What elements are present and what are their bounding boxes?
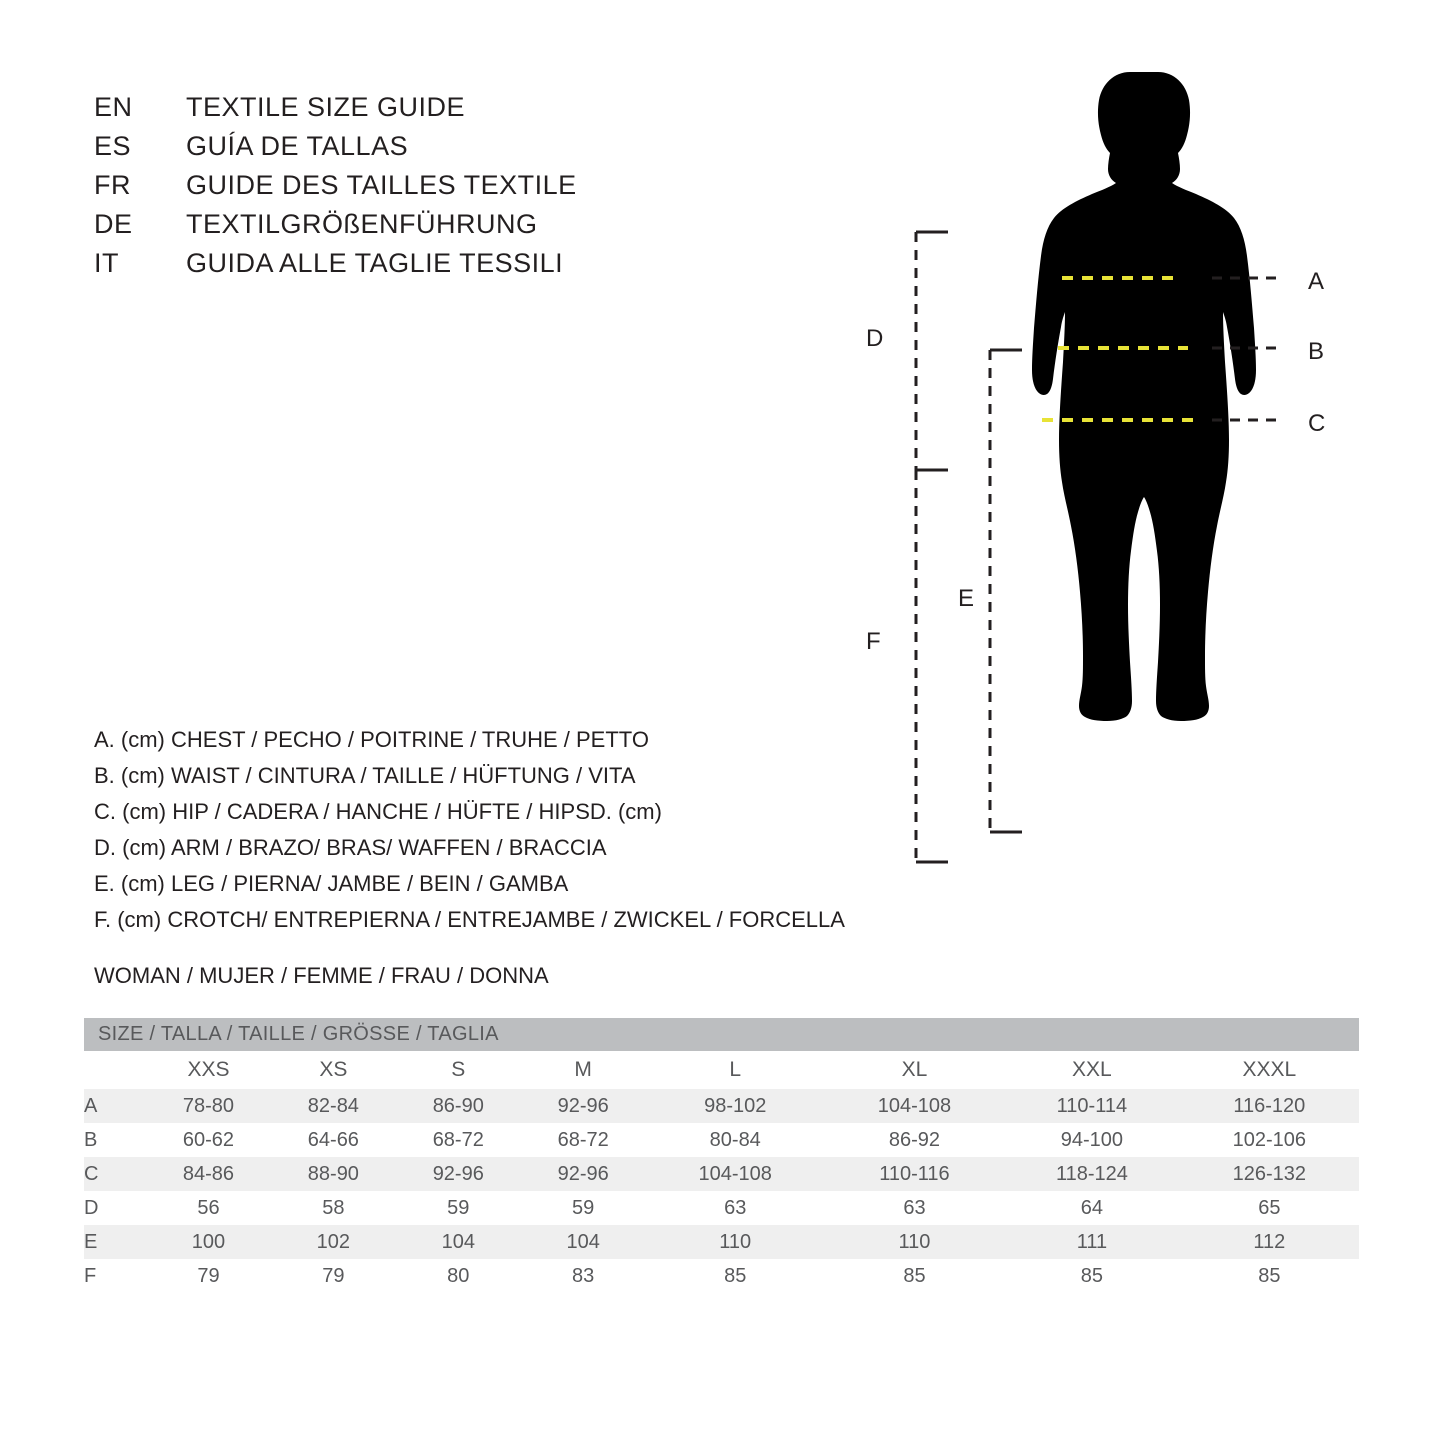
size-table (84, 1018, 1359, 1293)
cell-c-xxl: 118-124 (1004, 1157, 1180, 1191)
cell-b-l: 80-84 (646, 1123, 825, 1157)
cell-e-l: 110 (646, 1225, 825, 1259)
legend-block (94, 722, 894, 938)
cell-b-xxxl: 102-106 (1180, 1123, 1359, 1157)
legend-item-e: E. (cm) LEG / PIERNA/ JAMBE / BEIN / GAMBA (94, 871, 569, 896)
legend-item-d: D. (cm) ARM / BRAZO/ BRAS/ WAFFEN / BRACCIA (94, 835, 607, 860)
cell-a-xs: 82-84 (271, 1089, 396, 1123)
corner-cell (84, 1051, 146, 1089)
column-header-xs: XS (271, 1051, 396, 1089)
size-band-label: SIZE / TALLA / TAILLE / GRÖSSE / TAGLIA (84, 1018, 1359, 1051)
gender-group-label: WOMAN / MUJER / FEMME / FRAU / DONNA (94, 963, 549, 988)
row-label-e: E (84, 1225, 146, 1259)
column-header-m: M (521, 1051, 646, 1089)
cell-c-xxs: 84-86 (146, 1157, 271, 1191)
cell-a-xxl: 110-114 (1004, 1089, 1180, 1123)
cell-c-xs: 88-90 (271, 1157, 396, 1191)
cell-d-xxl: 64 (1004, 1191, 1180, 1225)
table-row (84, 1123, 1359, 1157)
label-f: F (866, 628, 881, 655)
title-text-fr: GUIDE DES TAILLES TEXTILE (186, 170, 577, 200)
legend-item-f: F. (cm) CROTCH/ ENTREPIERNA / ENTREJAMBE / ZWICKEL / FORCELLA (94, 907, 845, 932)
label-c: C (1308, 410, 1326, 437)
table-row (84, 1225, 1359, 1259)
title-lang-en: EN (94, 92, 133, 122)
cell-b-xl: 86-92 (825, 1123, 1004, 1157)
cell-f-xxs: 79 (146, 1259, 271, 1293)
table-row (84, 1157, 1359, 1191)
cell-a-m: 92-96 (521, 1089, 646, 1123)
row-label-f: F (84, 1259, 146, 1293)
cell-f-xs: 79 (271, 1259, 396, 1293)
title-row-fr (94, 170, 734, 209)
column-header-s: S (396, 1051, 521, 1089)
label-b: B (1308, 338, 1325, 365)
legend-item-b: B. (cm) WAIST / CINTURA / TAILLE / HÜFTUNG / VITA (94, 763, 636, 788)
column-header-xxxl: XXXL (1180, 1051, 1359, 1089)
bracket-e (990, 350, 1022, 832)
title-text-it: GUIDA ALLE TAGLIE TESSILI (186, 248, 564, 278)
row-label-c: C (84, 1157, 146, 1191)
body-measurement-diagram (830, 50, 1390, 930)
column-header-xxl: XXL (1004, 1051, 1180, 1089)
cell-e-xl: 110 (825, 1225, 1004, 1259)
title-row-en (94, 92, 734, 131)
cell-d-s: 59 (396, 1191, 521, 1225)
cell-d-m: 59 (521, 1191, 646, 1225)
label-e: E (958, 585, 975, 612)
cell-a-xl: 104-108 (825, 1089, 1004, 1123)
row-label-b: B (84, 1123, 146, 1157)
cell-e-m: 104 (521, 1225, 646, 1259)
cell-b-xxl: 94-100 (1004, 1123, 1180, 1157)
column-header-xl: XL (825, 1051, 1004, 1089)
cell-f-l: 85 (646, 1259, 825, 1293)
column-header-xxs: XXS (146, 1051, 271, 1089)
cell-f-xl: 85 (825, 1259, 1004, 1293)
title-text-en: TEXTILE SIZE GUIDE (186, 92, 466, 122)
title-text-de: TEXTILGRÖßENFÜHRUNG (186, 209, 538, 239)
column-header-l: L (646, 1051, 825, 1089)
cell-f-s: 80 (396, 1259, 521, 1293)
cell-d-xxs: 56 (146, 1191, 271, 1225)
label-d: D (866, 325, 884, 352)
title-text-es: GUÍA DE TALLAS (186, 131, 409, 161)
title-row-it (94, 248, 734, 287)
cell-a-xxs: 78-80 (146, 1089, 271, 1123)
woman-silhouette (1032, 72, 1256, 721)
cell-e-s: 104 (396, 1225, 521, 1259)
cell-f-xxl: 85 (1004, 1259, 1180, 1293)
cell-b-xxs: 60-62 (146, 1123, 271, 1157)
row-label-a: A (84, 1089, 146, 1123)
title-lang-es: ES (94, 131, 132, 161)
cell-b-s: 68-72 (396, 1123, 521, 1157)
title-lang-de: DE (94, 209, 133, 239)
cell-e-xxxl: 112 (1180, 1225, 1359, 1259)
legend-item-a: A. (cm) CHEST / PECHO / POITRINE / TRUHE / PETTO (94, 727, 649, 752)
cell-f-m: 83 (521, 1259, 646, 1293)
cell-c-l: 104-108 (646, 1157, 825, 1191)
title-block (94, 92, 734, 287)
cell-a-l: 98-102 (646, 1089, 825, 1123)
table-row (84, 1191, 1359, 1225)
cell-b-xs: 64-66 (271, 1123, 396, 1157)
column-header-row (84, 1051, 1359, 1089)
cell-d-xs: 58 (271, 1191, 396, 1225)
cell-d-l: 63 (646, 1191, 825, 1225)
table-row (84, 1089, 1359, 1123)
bracket-f (916, 470, 948, 862)
table-row (84, 1259, 1359, 1293)
cell-c-m: 92-96 (521, 1157, 646, 1191)
cell-e-xxl: 111 (1004, 1225, 1180, 1259)
bracket-d (916, 232, 948, 470)
cell-a-xxxl: 116-120 (1180, 1089, 1359, 1123)
cell-e-xxs: 100 (146, 1225, 271, 1259)
title-row-es (94, 131, 734, 170)
row-label-d: D (84, 1191, 146, 1225)
title-lang-fr: FR (94, 170, 131, 200)
cell-e-xs: 102 (271, 1225, 396, 1259)
cell-f-xxxl: 85 (1180, 1259, 1359, 1293)
title-row-de (94, 209, 734, 248)
cell-c-s: 92-96 (396, 1157, 521, 1191)
cell-c-xxxl: 126-132 (1180, 1157, 1359, 1191)
size-band-row (84, 1018, 1359, 1051)
cell-c-xl: 110-116 (825, 1157, 1004, 1191)
label-a: A (1308, 268, 1325, 295)
cell-d-xl: 63 (825, 1191, 1004, 1225)
legend-item-c: C. (cm) HIP / CADERA / HANCHE / HÜFTE / HIPSD. (cm) (94, 799, 662, 824)
cell-b-m: 68-72 (521, 1123, 646, 1157)
cell-a-s: 86-90 (396, 1089, 521, 1123)
title-lang-it: IT (94, 248, 119, 278)
cell-d-xxxl: 65 (1180, 1191, 1359, 1225)
